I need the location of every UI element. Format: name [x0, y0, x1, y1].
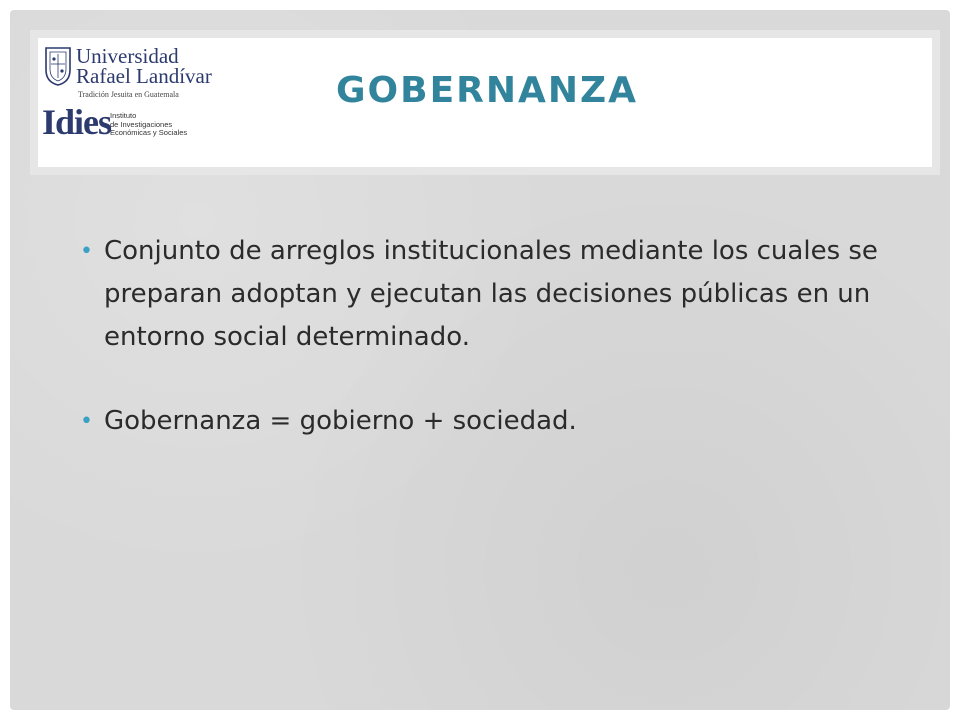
bullet-item — [78, 400, 908, 443]
idies-acronym: Idies — [42, 102, 112, 142]
idies-subtitle — [110, 112, 187, 138]
bullet-item — [78, 230, 908, 359]
idies-line: Instituto — [110, 111, 137, 120]
idies-line: Económicas y Sociales — [110, 128, 188, 137]
title-band — [30, 30, 940, 175]
bullet-marker-icon: • — [80, 409, 93, 434]
university-tagline: Tradición Jesuita en Guatemala — [78, 90, 179, 99]
slide-title: GOBERNANZA — [336, 70, 638, 111]
bullet-marker-icon: • — [80, 239, 93, 264]
bullet-list — [78, 230, 908, 443]
slide — [10, 10, 950, 710]
university-name-line2: Rafael Landívar — [76, 64, 212, 88]
idies-line: de Investigaciones — [110, 119, 173, 129]
university-name-line1: Universidad — [76, 44, 179, 68]
bullet-text: Gobernanza = gobierno + sociedad. — [104, 406, 577, 436]
bullet-text: Conjunto de arreglos institucionales mediante los cuales se preparan adoptan y ejecutan las decisiones públicas en un entorno social determinado. — [104, 236, 878, 352]
